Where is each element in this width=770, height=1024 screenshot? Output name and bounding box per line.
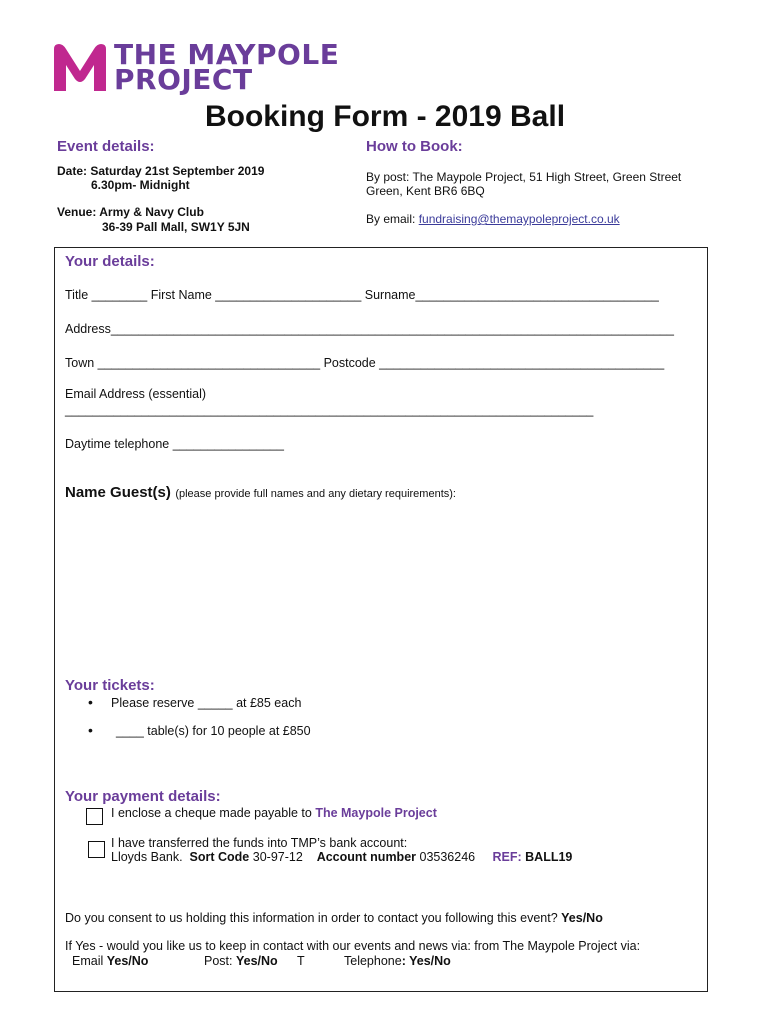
contact-email-answer[interactable]: Yes/No — [106, 954, 149, 968]
maypole-logo-mark — [52, 43, 108, 93]
guests-heading: Name Guest(s) — [65, 484, 171, 501]
sort-code-label: Sort Code — [189, 850, 250, 864]
guests-note: (please provide full names and any dietary requirements): — [175, 488, 456, 500]
transfer-checkbox[interactable] — [88, 841, 105, 858]
name-fields[interactable]: Title ________ First Name _____________________ Surname___________________________________ — [65, 288, 659, 302]
ref-label: REF: — [492, 850, 522, 864]
event-venue: Venue: Army & Navy Club — [57, 205, 204, 219]
contact-email-option — [72, 954, 148, 968]
contact-post-answer[interactable]: Yes/No — [235, 954, 278, 968]
maypole-logo-text: THE MAYPOLE PROJECT — [114, 38, 340, 96]
ticket-option-table[interactable]: ____ table(s) for 10 people at £850 — [116, 724, 311, 738]
account-number-value: 03536246 — [419, 850, 476, 864]
guests-section — [65, 484, 456, 502]
consent-question-text: Do you consent to us holding this information in order to contact you following this event? — [65, 911, 558, 925]
sort-code-value: 30-97-12 — [252, 850, 303, 864]
daytime-telephone-field[interactable]: Daytime telephone ________________ — [65, 437, 284, 451]
ref-value: BALL19 — [525, 850, 573, 864]
contact-email-label: Email — [72, 954, 104, 968]
email-booking — [366, 212, 620, 226]
contact-followup: If Yes - would you like us to keep in contact with our events and news via: from The Maypole Project via: — [65, 939, 641, 953]
bullet-icon: • — [88, 722, 93, 738]
event-time: 6.30pm- Midnight — [91, 178, 190, 192]
bank-name: Lloyds Bank. — [111, 850, 183, 864]
cheque-payee: The Maypole Project — [315, 806, 437, 820]
contact-telephone-label: Telephone — [344, 954, 402, 968]
consent-answer[interactable]: Yes/No — [561, 911, 603, 925]
bank-details — [111, 850, 572, 864]
event-details-heading: Event details: — [57, 138, 155, 155]
email-address-field[interactable]: ____________________________________________________________________________ — [65, 403, 594, 417]
contact-post-option — [204, 954, 278, 968]
your-details-heading: Your details: — [65, 253, 155, 270]
email-address-label: Email Address (essential) — [65, 387, 207, 401]
cheque-option — [111, 806, 437, 820]
how-to-book-heading: How to Book: — [366, 138, 463, 155]
email-prefix: By email: — [366, 212, 419, 226]
contact-telephone-answer[interactable]: : Yes/No — [401, 954, 451, 968]
stray-character: T — [297, 954, 305, 968]
event-address: 36-39 Pall Mall, SW1Y 5JN — [102, 220, 250, 234]
page-title: Booking Form - 2019 Ball — [204, 100, 566, 133]
account-number-label: Account number — [316, 850, 417, 864]
cheque-checkbox[interactable] — [86, 808, 103, 825]
transfer-line1: I have transferred the funds into TMP’s bank account: — [111, 836, 408, 850]
bullet-icon: • — [88, 694, 93, 710]
address-field[interactable]: Address_________________________________________________________________________________ — [65, 322, 674, 336]
post-address-line2: Green, Kent BR6 6BQ — [366, 184, 485, 198]
event-date: Date: Saturday 21st September 2019 — [57, 164, 265, 178]
payment-details-heading: Your payment details: — [65, 788, 221, 805]
consent-question — [65, 911, 603, 925]
email-link[interactable]: fundraising@themaypoleproject.co.uk — [418, 212, 620, 226]
your-tickets-heading: Your tickets: — [65, 677, 155, 694]
cheque-prefix: I enclose a cheque made payable to — [111, 806, 316, 820]
ticket-option-individual[interactable]: Please reserve _____ at £85 each — [111, 696, 302, 710]
contact-post-label: Post: — [204, 954, 233, 968]
contact-telephone-option — [344, 954, 451, 968]
town-postcode-fields[interactable]: Town ________________________________ Postcode _________________________________________ — [65, 356, 665, 370]
post-address-line1: By post: The Maypole Project, 51 High Street, Green Street — [366, 170, 682, 184]
